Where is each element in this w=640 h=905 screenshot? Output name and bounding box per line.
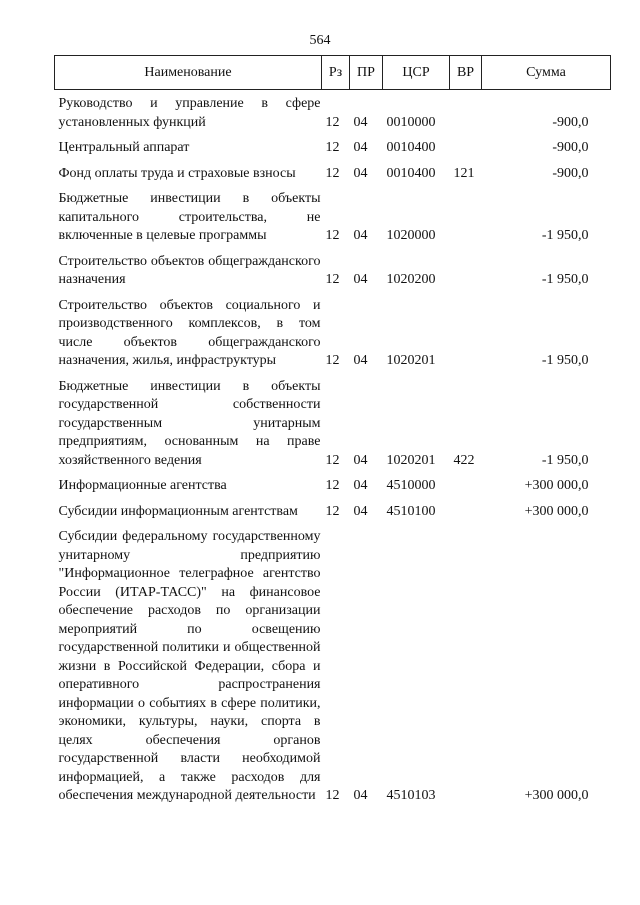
cell-sum: +300 000,0 — [524, 503, 589, 519]
cell-name: Строительство объектов социального и производственного комплексов, в том числе объектов общегражданского назначения, жилья, инфраструктуры — [58, 297, 321, 368]
cell-rz: 12 — [325, 478, 340, 493]
cell-csr: 4510100 — [386, 503, 436, 519]
cell-vr: 422 — [453, 452, 475, 468]
table-row — [55, 90, 611, 137]
cell-rz: 12 — [325, 228, 340, 243]
table-row — [55, 500, 611, 526]
cell-rz: 12 — [325, 165, 340, 181]
cell-rz: 12 — [325, 140, 340, 155]
cell-rz: 12 — [325, 503, 340, 519]
cell-pr: 04 — [353, 503, 368, 519]
cell-sum: -1 950,0 — [541, 228, 589, 243]
table-row — [55, 187, 611, 250]
cell-pr: 04 — [353, 353, 368, 368]
cell-name: Бюджетные инвестиции в объекты государственной собственности государственным унитарным предприятиям, основанным на праве хозяйственного ведения — [58, 378, 321, 468]
table-row — [55, 474, 611, 500]
cell-csr: 1020201 — [386, 353, 436, 368]
cell-rz: 12 — [325, 114, 340, 130]
header-csr: ЦСР — [383, 56, 450, 90]
cell-sum: -900,0 — [552, 114, 589, 130]
cell-rz: 12 — [325, 353, 340, 368]
cell-rz: 12 — [325, 272, 340, 287]
cell-sum: -1 950,0 — [541, 272, 589, 287]
cell-csr: 4510103 — [386, 788, 436, 803]
cell-vr — [450, 250, 482, 294]
cell-name: Руководство и управление в сфере установленных функций — [58, 96, 321, 130]
table-row — [55, 294, 611, 375]
cell-rz: 12 — [325, 452, 340, 468]
cell-sum: -1 950,0 — [541, 452, 589, 468]
cell-csr: 0010400 — [386, 140, 436, 155]
table-row — [55, 250, 611, 294]
cell-sum: -900,0 — [552, 140, 589, 155]
cell-vr — [450, 136, 482, 162]
cell-csr: 1020200 — [386, 272, 436, 287]
cell-name: Фонд оплаты труда и страховые взносы — [58, 165, 296, 181]
cell-vr — [450, 525, 482, 810]
cell-csr: 0010400 — [386, 165, 436, 181]
cell-pr: 04 — [353, 228, 368, 243]
cell-rz: 12 — [325, 788, 340, 803]
cell-name: Субсидии информационным агентствам — [58, 503, 298, 519]
table-row — [55, 136, 611, 162]
budget-table — [54, 55, 611, 810]
cell-pr: 04 — [353, 272, 368, 287]
header-sum: Сумма — [482, 56, 611, 90]
table-body — [55, 90, 611, 810]
table-row — [55, 525, 611, 810]
table-row — [55, 162, 611, 188]
cell-vr — [450, 500, 482, 526]
cell-sum: -1 950,0 — [541, 353, 589, 368]
cell-vr — [450, 294, 482, 375]
cell-pr: 04 — [353, 452, 368, 468]
cell-name: Бюджетные инвестиции в объекты капитального строительства, не включенные в целевые программы — [58, 191, 321, 243]
header-pr: ПР — [350, 56, 383, 90]
cell-csr: 4510000 — [386, 478, 436, 493]
cell-vr: 121 — [453, 165, 475, 181]
cell-pr: 04 — [353, 140, 368, 155]
table-row — [55, 375, 611, 475]
cell-name: Информационные агентства — [58, 478, 227, 493]
cell-name: Центральный аппарат — [58, 140, 190, 155]
cell-sum: +300 000,0 — [524, 788, 589, 803]
page-number: 564 — [309, 33, 331, 48]
cell-csr: 1020201 — [386, 452, 436, 468]
header-name: Наименование — [55, 56, 322, 90]
cell-name: Строительство объектов общегражданского назначения — [58, 253, 321, 287]
cell-pr: 04 — [353, 478, 368, 493]
cell-name: Субсидии федеральному государственному унитарному предприятию "Информационное телеграфное агентство России (ИТАР-ТАСС)" на финансовое обеспечение расходов по организации мероприятий по освещению государственной политики и общественной жизни в Российской Федерации, сбора и оперативного распространения информации о событиях в сфере политики, экономики, культуры, науки, спорта в целях обеспечения органов государственной власти необходимой информацией, а также расходов для обеспечения международной деятельности — [58, 529, 321, 803]
cell-csr: 1020000 — [386, 228, 436, 243]
cell-pr: 04 — [353, 165, 368, 181]
cell-pr: 04 — [353, 114, 368, 130]
cell-csr: 0010000 — [386, 114, 436, 130]
cell-sum: +300 000,0 — [524, 478, 589, 493]
cell-sum: -900,0 — [552, 165, 589, 181]
table-header-row — [55, 56, 611, 90]
header-rz: Рз — [322, 56, 350, 90]
cell-pr: 04 — [353, 788, 368, 803]
cell-vr — [450, 187, 482, 250]
header-vr: ВР — [450, 56, 482, 90]
cell-vr — [450, 90, 482, 137]
cell-vr — [450, 474, 482, 500]
